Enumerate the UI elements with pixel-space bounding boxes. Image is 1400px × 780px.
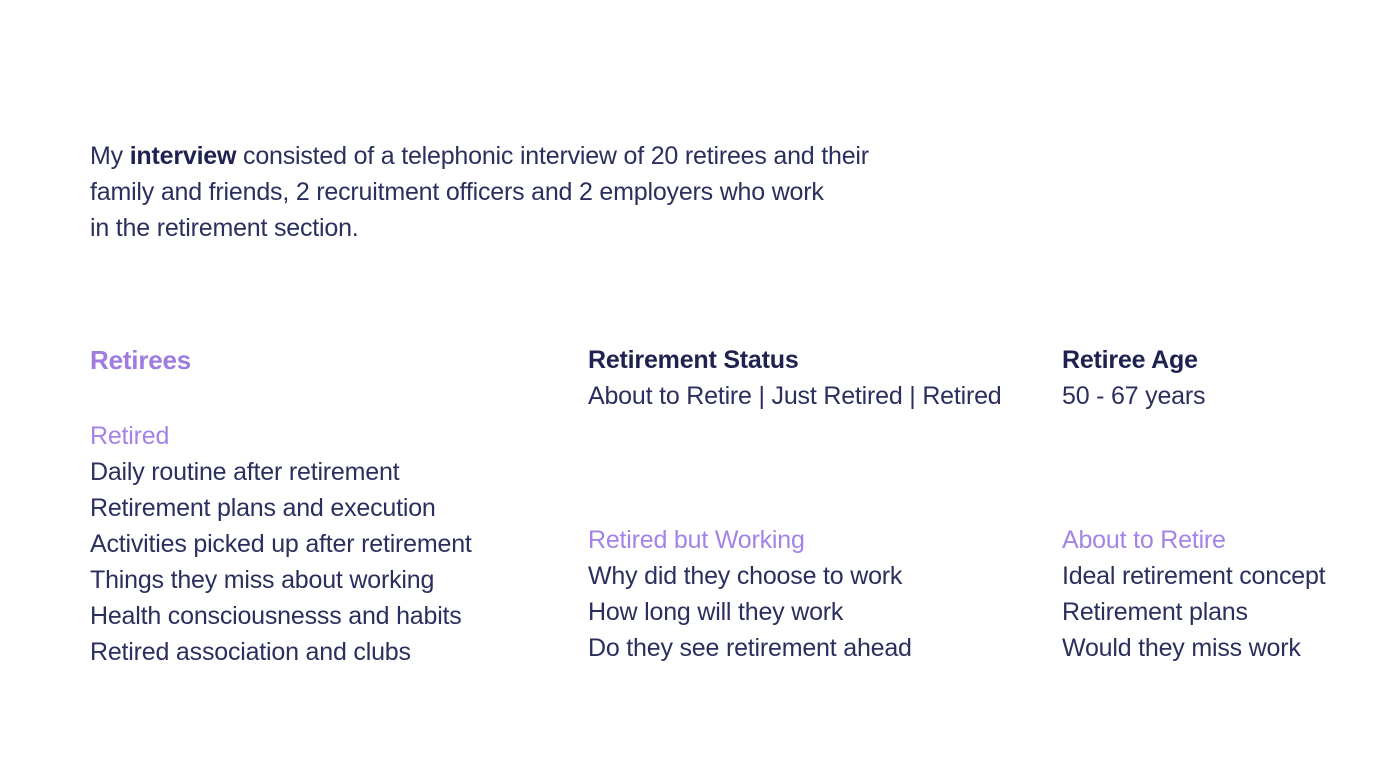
intro-paragraph (90, 138, 890, 246)
list-item: Things they miss about working (90, 566, 435, 594)
intro-line-3: in the retirement section. (90, 214, 359, 242)
age-value: 50 - 67 years (1062, 382, 1206, 410)
intro-line-1-suffix: consisted of a telephonic interview of 20 retirees and their (243, 142, 869, 170)
list-item: How long will they work (588, 598, 844, 626)
spacer (588, 414, 1002, 522)
intro-prefix: My (90, 142, 123, 170)
list-item: Retirement plans (1062, 598, 1248, 626)
retirees-heading: Retirees (90, 345, 192, 375)
list-item: Do they see retirement ahead (588, 634, 912, 662)
spacer (1062, 414, 1325, 522)
age-heading: Retiree Age (1062, 346, 1198, 374)
intro-bold-word: interview (129, 142, 237, 170)
list-item: Activities picked up after retirement (90, 530, 472, 558)
intro-line-1 (90, 138, 890, 174)
list-item: Daily routine after retirement (90, 458, 400, 486)
list-item: Why did they choose to work (588, 562, 903, 590)
retired-but-working-subheading: Retired but Working (588, 526, 805, 554)
intro-line-2: family and friends, 2 recruitment officers and 2 employers who work (90, 178, 824, 206)
list-item: Health consciousnesss and habits (90, 602, 462, 630)
status-value: About to Retire | Just Retired | Retired (588, 382, 1002, 410)
status-heading: Retirement Status (588, 346, 799, 374)
about-to-retire-subheading: About to Retire (1062, 526, 1226, 554)
list-item: Retired association and clubs (90, 638, 411, 666)
spacer (90, 378, 472, 418)
retired-subheading: Retired (90, 422, 170, 450)
list-item: Retirement plans and execution (90, 494, 436, 522)
list-item: Would they miss work (1062, 634, 1301, 662)
retirees-column (90, 342, 472, 670)
status-column (588, 342, 1002, 666)
age-column (1062, 342, 1325, 666)
list-item: Ideal retirement concept (1062, 562, 1326, 590)
